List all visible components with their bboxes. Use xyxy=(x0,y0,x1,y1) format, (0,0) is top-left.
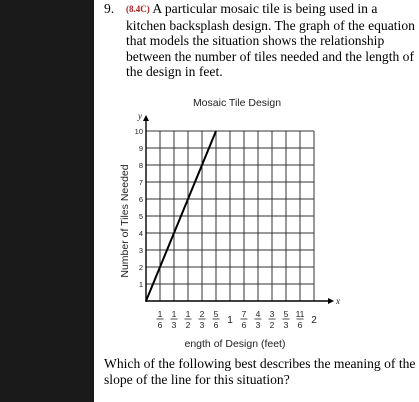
x-axis-arrow xyxy=(328,298,334,304)
x-tick-label: 2 xyxy=(311,315,317,326)
x-tick-denominator: 3 xyxy=(171,320,177,330)
x-tick-numerator: 1 xyxy=(157,309,163,319)
y-tick-label: 1 xyxy=(138,280,143,289)
followup-question: Which of the following best describes the meaning of the slope of the line for this situation? xyxy=(104,356,416,387)
x-tick-denominator: 6 xyxy=(213,320,219,330)
y-axis-arrow xyxy=(143,115,149,121)
x-tick-denominator: 6 xyxy=(241,320,247,330)
x-tick-denominator: 2 xyxy=(185,320,191,330)
question-body: A particular mosaic tile is being used in a kitchen backsplash design. The graph of the equation that models the situation shows the relationship between the number of tiles needed and the length of the design in feet. xyxy=(126,1,415,80)
x-tick-label: 1 xyxy=(227,315,233,326)
y-tick-label: 4 xyxy=(138,229,143,238)
x-tick-numerator: 2 xyxy=(199,309,205,319)
y-tick-label: 3 xyxy=(138,246,143,255)
x-tick-denominator: 3 xyxy=(255,320,261,330)
y-tick-label: 5 xyxy=(138,212,143,221)
x-tick-denominator: 6 xyxy=(297,320,303,330)
x-tick-numerator: 1 xyxy=(171,309,177,319)
y-tick-label: 7 xyxy=(138,178,143,187)
x-tick-denominator: 3 xyxy=(283,320,289,330)
chart-title: Mosaic Tile Design xyxy=(192,97,282,109)
standard-tag: (8.4C) xyxy=(126,4,150,14)
x-tick-denominator: 6 xyxy=(157,320,163,330)
y-tick-label: 8 xyxy=(138,161,143,170)
y-axis-label: Number of Tiles Needed xyxy=(119,164,131,278)
x-tick-numerator: 1 xyxy=(185,309,191,319)
x-axis-label: ength of Design (feet) xyxy=(184,338,286,350)
y-tick-label: 10 xyxy=(134,127,143,136)
x-axis-letter: x xyxy=(336,296,340,306)
y-tick-label: 2 xyxy=(138,263,143,272)
x-tick-numerator: 7 xyxy=(241,309,247,319)
y-tick-label: 6 xyxy=(138,195,143,204)
x-tick-numerator: 5 xyxy=(213,309,219,319)
x-tick-numerator: 11 xyxy=(295,309,305,319)
x-tick-numerator: 3 xyxy=(269,309,275,319)
question-number: 9. xyxy=(104,1,115,16)
x-tick-numerator: 4 xyxy=(255,309,261,319)
y-tick-label: 9 xyxy=(138,144,143,153)
x-tick-denominator: 2 xyxy=(269,320,275,330)
x-tick-denominator: 3 xyxy=(199,320,205,330)
x-tick-numerator: 5 xyxy=(283,309,289,319)
y-axis-letter: y xyxy=(138,111,142,121)
